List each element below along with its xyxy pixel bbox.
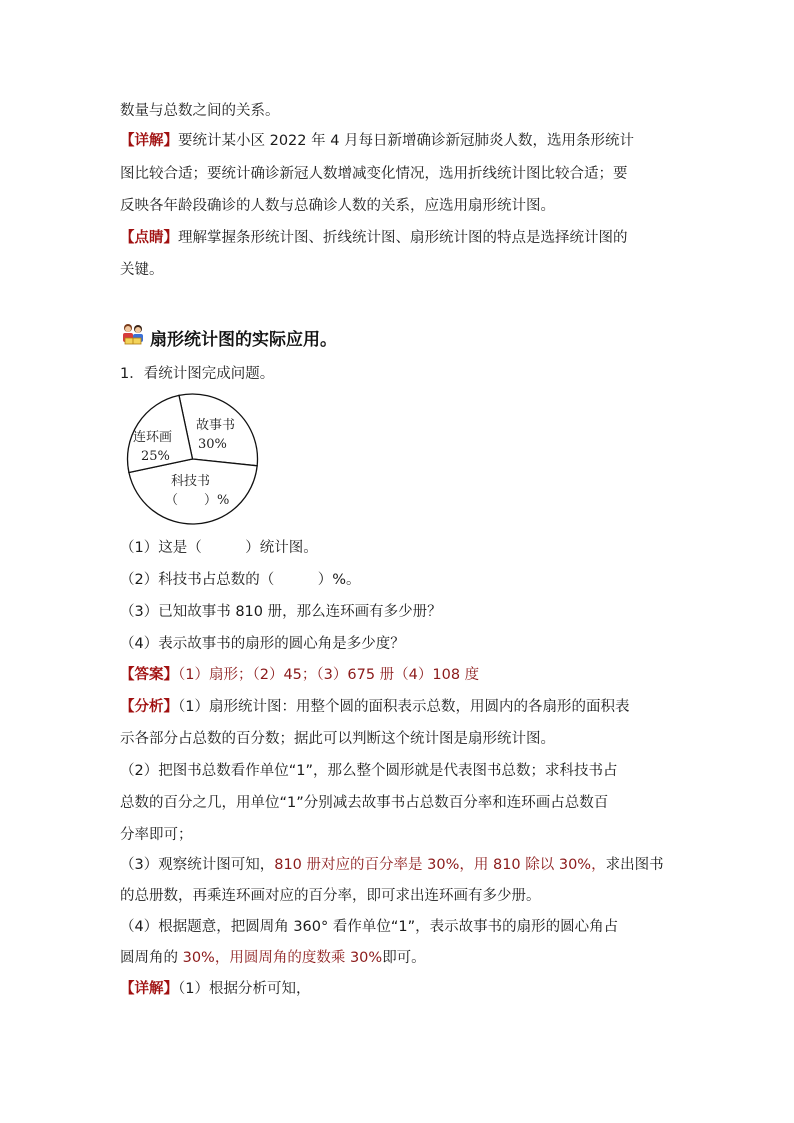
analysis-line-5: 分率即可；	[120, 827, 193, 843]
pie-label-story: 故事书	[196, 418, 236, 433]
pie-chart	[120, 392, 265, 526]
pie-value-story: 30%	[198, 437, 227, 452]
detail-text-2: （1）根据分析可知，	[178, 981, 311, 997]
text-line-2	[120, 131, 680, 151]
analysis-line-7: 的总册数，再乘连环画对应的百分率，即可求出连环画有多少册。	[120, 888, 541, 904]
question-3: （3）已知故事书 810 册，那么连环画有多少册？	[120, 604, 442, 620]
text-line-3: 图比较合适；要统计确诊新冠人数增减变化情况，选用折线统计图比较合适；要	[120, 166, 628, 182]
detail-tag-2: 【详解】	[120, 981, 178, 997]
question-intro: 1．看统计图完成问题。	[120, 366, 275, 382]
detail-tag: 【详解】	[120, 133, 178, 149]
detail-text: 要统计某小区 2022 年 4 月每日新增确诊新冠肺炎人数，选用条形统计	[178, 133, 635, 149]
analysis-9-pre: 圆周角的	[120, 950, 183, 966]
text-line-1: 数量与总数之间的关系。	[120, 103, 280, 119]
text-line-6: 关键。	[120, 262, 164, 278]
analysis-9-red: 30%，用圆周角的度数乘 30%	[182, 950, 383, 966]
answer-line	[120, 665, 680, 685]
analysis-line-3: （2）把图书总数看作单位“1”，那么整个圆形就是代表图书总数；求科技书占	[120, 763, 618, 779]
analysis-9-post: 即可。	[382, 950, 426, 966]
analysis-line-4: 总数的百分之几，用单位“1”分别减去故事书占总数百分率和连环画占总数百	[120, 795, 609, 811]
section-title: 扇形统计图的实际应用。	[150, 329, 337, 350]
pie-value-science: （ ）%	[165, 493, 230, 508]
analysis-text-1: （1）扇形统计图：用整个圆的面积表示总数，用圆内的各扇形的面积表	[178, 699, 630, 715]
section-heading	[120, 323, 337, 351]
remark-tag: 【点睛】	[120, 230, 178, 246]
answer-tag: 【答案】	[120, 667, 178, 683]
analysis-tag: 【分析】	[120, 699, 178, 715]
analysis-line-1	[120, 697, 680, 717]
question-4: （4）表示故事书的扇形的圆心角是多少度？	[120, 636, 405, 652]
detail-line	[120, 979, 680, 999]
pie-value-comic: 25%	[141, 449, 170, 464]
analysis-line-6	[120, 855, 680, 875]
remark-text: 理解掌握条形统计图、折线统计图、扇形统计图的特点是选择统计图的	[178, 230, 628, 246]
analysis-line-8: （4）根据题意，把圆周角 360° 看作单位“1”，表示故事书的扇形的圆心角占	[120, 919, 619, 935]
pie-label-comic: 连环画	[133, 430, 173, 445]
question-1: （1）这是（ ）统计图。	[120, 540, 318, 556]
text-line-5	[120, 228, 680, 248]
students-reading-icon	[120, 322, 146, 352]
answer-text: （1）扇形；（2）45；（3）675 册（4）108 度	[178, 667, 480, 683]
analysis-6-pre: （3）观察统计图可知，	[120, 857, 275, 873]
analysis-line-9	[120, 948, 680, 968]
analysis-line-2: 示各部分占总数的百分数；据此可以判断这个统计图是扇形统计图。	[120, 731, 555, 747]
pie-label-science: 科技书	[171, 474, 211, 489]
analysis-6-red: 810 册对应的百分率是 30%，用 810 除以 30%，	[274, 857, 606, 873]
text-line-4: 反映各年龄段确诊的人数与总确诊人数的关系，应选用扇形统计图。	[120, 198, 555, 214]
analysis-6-post: 求出图书	[605, 857, 664, 873]
pie-chart-svg	[120, 392, 265, 526]
question-2: （2）科技书占总数的（ ）%。	[120, 572, 361, 588]
